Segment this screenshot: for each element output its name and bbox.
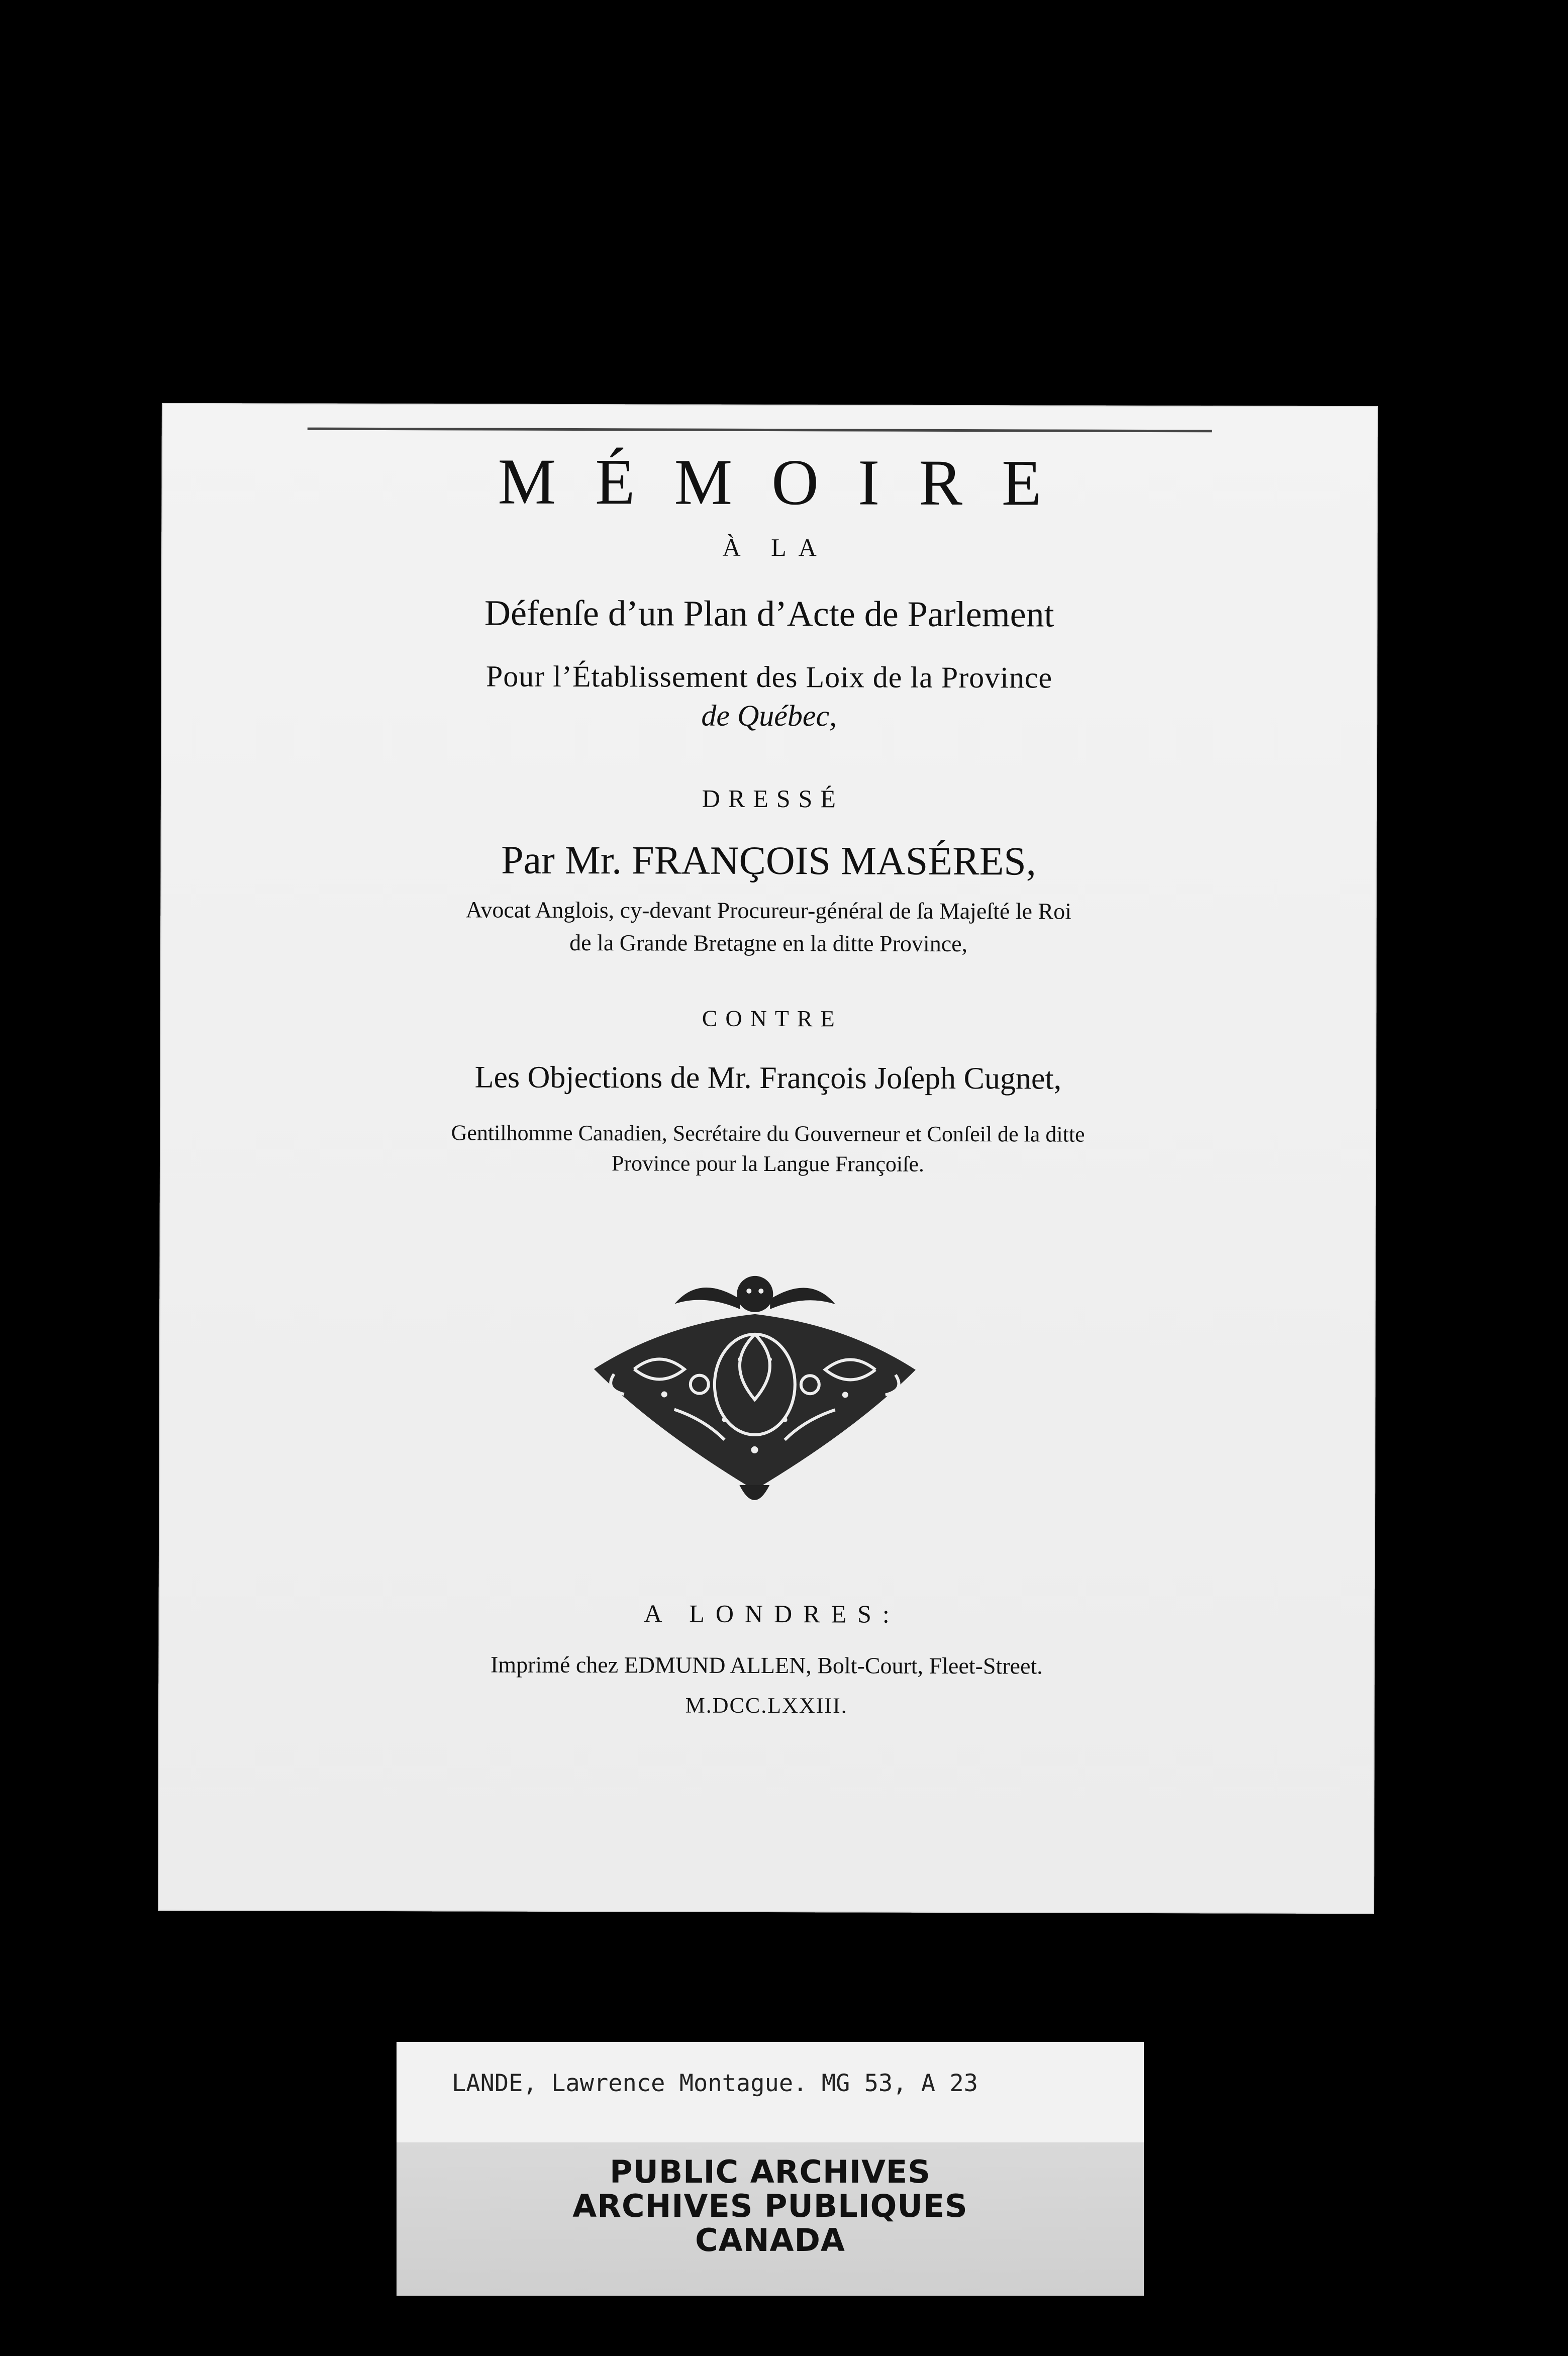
avocat-line: Avocat Anglois, cy-devant Procureur-général de ſa Majeſté le Roi [465, 897, 1072, 924]
catalog-strip [397, 2042, 1144, 2144]
catalog-text: LANDE, Lawrence Montague. MG 53, A 23 [452, 2070, 978, 2097]
place-line: A LONDRES: [644, 1599, 901, 1628]
dresse-line: DRESSÉ [702, 784, 844, 813]
de-quebec-line: de Québec, [701, 699, 837, 733]
contre-line: CONTRE [702, 1005, 843, 1032]
objections-line: Les Objections de Mr. François Joſeph Cugnet, [474, 1060, 1062, 1096]
defense-line: Défenſe d’un Plan d’Acte de Parlement [484, 593, 1054, 635]
archive-label [397, 2042, 1144, 2296]
langue-line: Province pour la Langue Françoiſe. [611, 1151, 924, 1176]
stamp-line-3: CANADA [695, 2222, 845, 2259]
printers-ornament [573, 1268, 936, 1516]
pour-line: Pour l’Établissement des Loix de la Province [485, 659, 1053, 695]
archive-stamp [397, 2142, 1144, 2296]
date-line: M.DCC.LXXIII. [685, 1693, 848, 1718]
stamp-line-2: ARCHIVES PUBLIQUES [572, 2188, 968, 2224]
stamp-line-1: PUBLIC ARCHIVES [610, 2153, 931, 2190]
title-page [158, 403, 1378, 1914]
subtitle-a-la: À LA [722, 533, 829, 562]
gentilhomme-line: Gentilhomme Canadien, Secrétaire du Gouverneur et Conſeil de la ditte [451, 1120, 1085, 1147]
document-title: MÉMOIRE [498, 445, 1081, 520]
author-line: Par Mr. FRANÇOIS MASÉRES, [501, 838, 1036, 884]
grande-bretagne-line: de la Grande Bretagne en la ditte Province, [569, 929, 968, 957]
printer-line: Imprimé chez EDMUND ALLEN, Bolt-Court, Fleet-Street. [490, 1651, 1043, 1679]
top-rule [308, 428, 1212, 433]
